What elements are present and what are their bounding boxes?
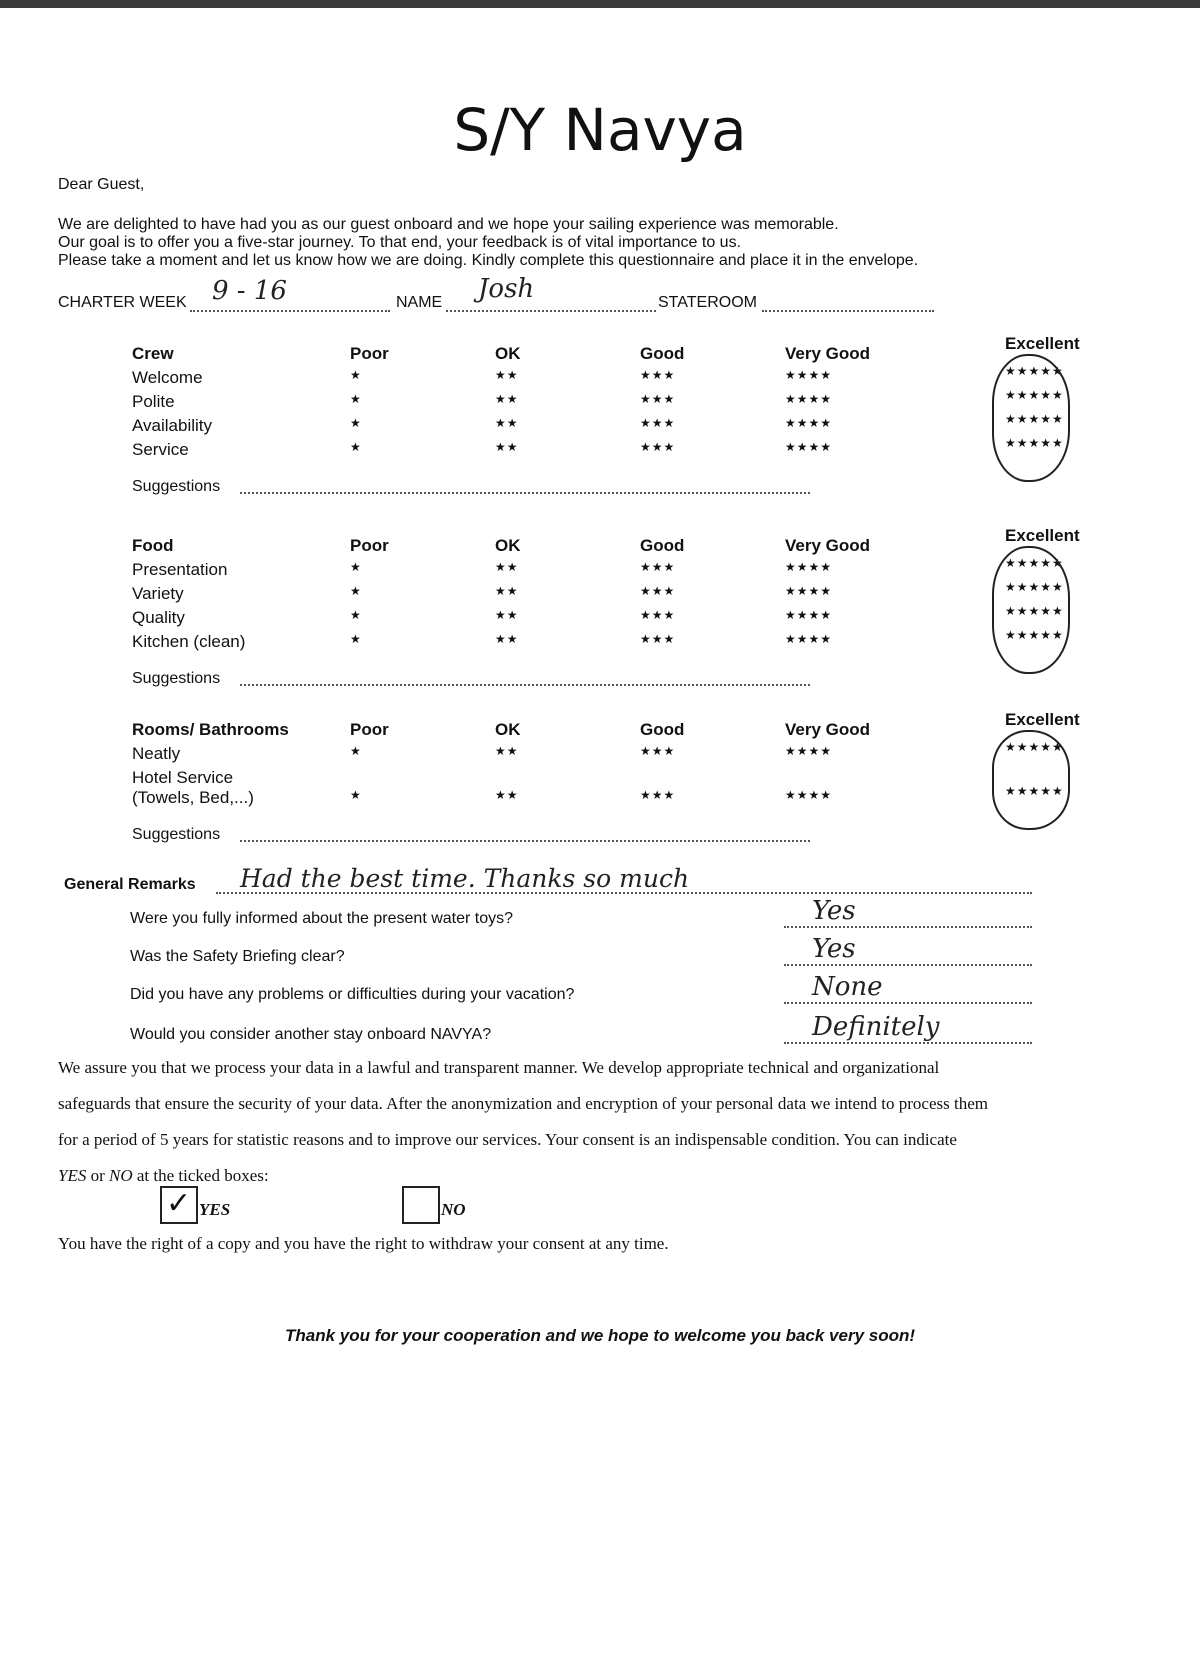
- rating-option-ok[interactable]: ★★: [495, 788, 519, 802]
- rating-option-ok[interactable]: ★★: [495, 744, 519, 758]
- consent-no-label: NO: [441, 1200, 466, 1219]
- rating-option-excellent[interactable]: ★★★★★: [1005, 388, 1064, 402]
- rating-option-good[interactable]: ★★★: [640, 788, 676, 802]
- rating-header-row: [130, 334, 1080, 368]
- rating-option-excellent[interactable]: ★★★★★: [1005, 436, 1064, 450]
- consent-prompt-no: NO: [109, 1166, 133, 1185]
- rating-option-very-good[interactable]: ★★★★: [785, 608, 833, 622]
- rating-option-excellent[interactable]: ★★★★★: [1005, 556, 1064, 570]
- rating-label-good: Good: [640, 720, 685, 739]
- rights-text: You have the right of a copy and you have the right to withdraw your consent at any time.: [58, 1234, 669, 1253]
- rating-label-ok: OK: [495, 720, 521, 739]
- rating-label-excellent: Excellent: [1005, 710, 1080, 729]
- rating-label-very-good: Very Good: [785, 720, 871, 739]
- rating-item-label: Quality: [132, 608, 185, 627]
- answer-field[interactable]: Yes: [812, 896, 856, 926]
- name-label: NAME: [396, 294, 443, 311]
- charter-week-label: CHARTER WEEK: [58, 294, 187, 311]
- rating-row: [130, 740, 1080, 768]
- rating-label-poor: Poor: [350, 536, 389, 555]
- answer-field[interactable]: Definitely: [812, 1012, 940, 1042]
- name-line: [446, 310, 656, 312]
- rating-option-good[interactable]: ★★★: [640, 560, 676, 574]
- selected-excellent-circle: [992, 354, 1070, 482]
- rating-option-good[interactable]: ★★★: [640, 440, 676, 454]
- name-field[interactable]: Josh: [478, 274, 535, 304]
- rating-label-excellent: Excellent: [1005, 526, 1080, 545]
- rating-option-poor[interactable]: ★: [350, 416, 362, 430]
- rating-option-excellent[interactable]: ★★★★★: [1005, 628, 1064, 642]
- intro-line-1: We are delighted to have had you as our guest onboard and we hope your sailing experience was memorable.: [58, 216, 839, 233]
- check-tick-icon: ✓: [166, 1186, 192, 1221]
- rating-option-very-good[interactable]: ★★★★: [785, 584, 833, 598]
- rating-option-very-good[interactable]: ★★★★: [785, 392, 833, 406]
- rating-option-poor[interactable]: ★: [350, 632, 362, 646]
- rating-header-row: [130, 710, 1080, 744]
- rating-option-very-good[interactable]: ★★★★: [785, 632, 833, 646]
- rating-option-poor[interactable]: ★: [350, 584, 362, 598]
- question-text: Did you have any problems or difficulties during your vacation?: [130, 986, 575, 1003]
- rating-option-excellent[interactable]: ★★★★★: [1005, 412, 1064, 426]
- feedback-form: [0, 8, 1200, 1673]
- rating-row: [130, 388, 1080, 416]
- rating-option-ok[interactable]: ★★: [495, 416, 519, 430]
- rating-option-good[interactable]: ★★★: [640, 584, 676, 598]
- rating-option-good[interactable]: ★★★: [640, 392, 676, 406]
- rating-option-ok[interactable]: ★★: [495, 632, 519, 646]
- answer-field[interactable]: Yes: [812, 934, 856, 964]
- general-remarks-field[interactable]: Had the best time. Thanks so much: [240, 864, 690, 893]
- rating-row: [130, 436, 1080, 464]
- rating-option-poor[interactable]: ★: [350, 788, 362, 802]
- answer-line: [784, 1002, 1032, 1004]
- rating-item-label: (Towels, Bed,...): [132, 788, 254, 807]
- consent-prompt-rest: at the ticked boxes:: [132, 1166, 269, 1185]
- rating-option-very-good[interactable]: ★★★★: [785, 416, 833, 430]
- rating-item-label: Polite: [132, 392, 175, 411]
- rating-row: [130, 604, 1080, 632]
- rating-label-poor: Poor: [350, 344, 389, 363]
- rating-option-excellent[interactable]: ★★★★★: [1005, 784, 1064, 798]
- suggestions-field[interactable]: [240, 492, 810, 494]
- rating-option-very-good[interactable]: ★★★★: [785, 788, 833, 802]
- rating-item-label: Service: [132, 440, 189, 459]
- rating-option-poor[interactable]: ★: [350, 440, 362, 454]
- closing-message: Thank you for your cooperation and we hope to welcome you back very soon!: [284, 1326, 916, 1345]
- rating-row: [130, 364, 1080, 392]
- consent-prompt-or: or: [86, 1166, 110, 1185]
- intro-line-2: Our goal is to offer you a five-star journey. To that end, your feedback is of vital importance to us.: [58, 234, 742, 251]
- question-text: Was the Safety Briefing clear?: [130, 948, 345, 965]
- suggestions-label: Suggestions: [132, 826, 221, 843]
- suggestions-field[interactable]: [240, 840, 810, 842]
- general-remarks-label: General Remarks: [64, 876, 196, 893]
- rating-option-very-good[interactable]: ★★★★: [785, 744, 833, 758]
- stateroom-field[interactable]: [762, 310, 934, 312]
- rating-item-label: Availability: [132, 416, 213, 435]
- section-heading: Food: [132, 536, 174, 555]
- rating-option-poor[interactable]: ★: [350, 608, 362, 622]
- rating-option-good[interactable]: ★★★: [640, 632, 676, 646]
- rating-option-good[interactable]: ★★★: [640, 368, 676, 382]
- rating-label-good: Good: [640, 536, 685, 555]
- rating-option-excellent[interactable]: ★★★★★: [1005, 364, 1064, 378]
- rating-option-good[interactable]: ★★★: [640, 608, 676, 622]
- rating-option-poor[interactable]: ★: [350, 368, 362, 382]
- charter-week-field[interactable]: 9 - 16: [212, 276, 287, 306]
- rating-option-ok[interactable]: ★★: [495, 560, 519, 574]
- privacy-line-2: safeguards that ensure the security of your data. After the anonymization and encryption of your personal data we intend to process them: [58, 1094, 988, 1113]
- selected-excellent-circle: [992, 730, 1070, 830]
- rating-item-label: Welcome: [132, 368, 203, 387]
- section-heading: Rooms/ Bathrooms: [132, 720, 289, 739]
- privacy-line-1: We assure you that we process your data in a lawful and transparent manner. We develop appropriate technical and organizational: [58, 1058, 940, 1077]
- page-title: S/Y Navya: [453, 96, 747, 164]
- section-heading: Crew: [132, 344, 174, 363]
- intro-line-3: Please take a moment and let us know how we are doing. Kindly complete this questionnaire and place it in the envelope.: [58, 252, 919, 269]
- consent-no-checkbox[interactable]: [402, 1186, 440, 1224]
- rating-option-poor[interactable]: ★: [350, 744, 362, 758]
- rating-option-excellent[interactable]: ★★★★★: [1005, 740, 1064, 754]
- consent-prompt: [58, 1166, 269, 1186]
- consent-yes-label: YES: [199, 1200, 231, 1219]
- privacy-line-3: for a period of 5 years for statistic reasons and to improve our services. Your consent is an indispensable condition. You can indicate: [58, 1130, 957, 1149]
- rating-option-very-good[interactable]: ★★★★: [785, 368, 833, 382]
- scan-top-edge: [0, 0, 1200, 8]
- charter-week-line: [190, 310, 390, 312]
- rating-item-label: Variety: [132, 584, 184, 603]
- rating-row: [130, 556, 1080, 584]
- rating-row: [130, 412, 1080, 440]
- rating-option-excellent[interactable]: ★★★★★: [1005, 604, 1064, 618]
- rating-option-good[interactable]: ★★★: [640, 744, 676, 758]
- rating-option-ok[interactable]: ★★: [495, 440, 519, 454]
- rating-option-good[interactable]: ★★★: [640, 416, 676, 430]
- stateroom-label: STATEROOM: [658, 294, 757, 311]
- rating-label-excellent: Excellent: [1005, 334, 1080, 353]
- question-text: Were you fully informed about the present water toys?: [130, 910, 514, 927]
- question-text: Would you consider another stay onboard NAVYA?: [130, 1026, 492, 1043]
- rating-item-label: Presentation: [132, 560, 228, 579]
- rating-label-good: Good: [640, 344, 685, 363]
- rating-row: [130, 580, 1080, 608]
- rating-row: [130, 628, 1080, 656]
- rating-option-poor[interactable]: ★: [350, 560, 362, 574]
- rating-item-label: Hotel Service: [132, 768, 234, 787]
- suggestions-field[interactable]: [240, 684, 810, 686]
- suggestions-label: Suggestions: [132, 670, 221, 687]
- rating-label-ok: OK: [495, 344, 521, 363]
- rating-option-very-good[interactable]: ★★★★: [785, 560, 833, 574]
- rating-option-excellent[interactable]: ★★★★★: [1005, 580, 1064, 594]
- rating-option-ok[interactable]: ★★: [495, 392, 519, 406]
- consent-yes-checkbox[interactable]: [160, 1186, 198, 1224]
- rating-label-very-good: Very Good: [785, 536, 871, 555]
- rating-label-very-good: Very Good: [785, 344, 871, 363]
- rating-label-ok: OK: [495, 536, 521, 555]
- answer-field[interactable]: None: [812, 972, 883, 1002]
- rating-row: [130, 784, 1080, 812]
- answer-line: [784, 964, 1032, 966]
- rating-option-ok[interactable]: ★★: [495, 608, 519, 622]
- selected-excellent-circle: [992, 546, 1070, 674]
- rating-item-label: Kitchen (clean): [132, 632, 246, 651]
- rating-header-row: [130, 526, 1080, 560]
- answer-line: [784, 1042, 1032, 1044]
- answer-line: [784, 926, 1032, 928]
- suggestions-label: Suggestions: [132, 478, 221, 495]
- rating-label-poor: Poor: [350, 720, 389, 739]
- rating-option-ok[interactable]: ★★: [495, 584, 519, 598]
- rating-item-label: Neatly: [132, 744, 181, 763]
- consent-prompt-yes: YES: [58, 1166, 87, 1185]
- rating-option-poor[interactable]: ★: [350, 392, 362, 406]
- rating-option-ok[interactable]: ★★: [495, 368, 519, 382]
- greeting: Dear Guest,: [58, 176, 145, 193]
- rating-option-very-good[interactable]: ★★★★: [785, 440, 833, 454]
